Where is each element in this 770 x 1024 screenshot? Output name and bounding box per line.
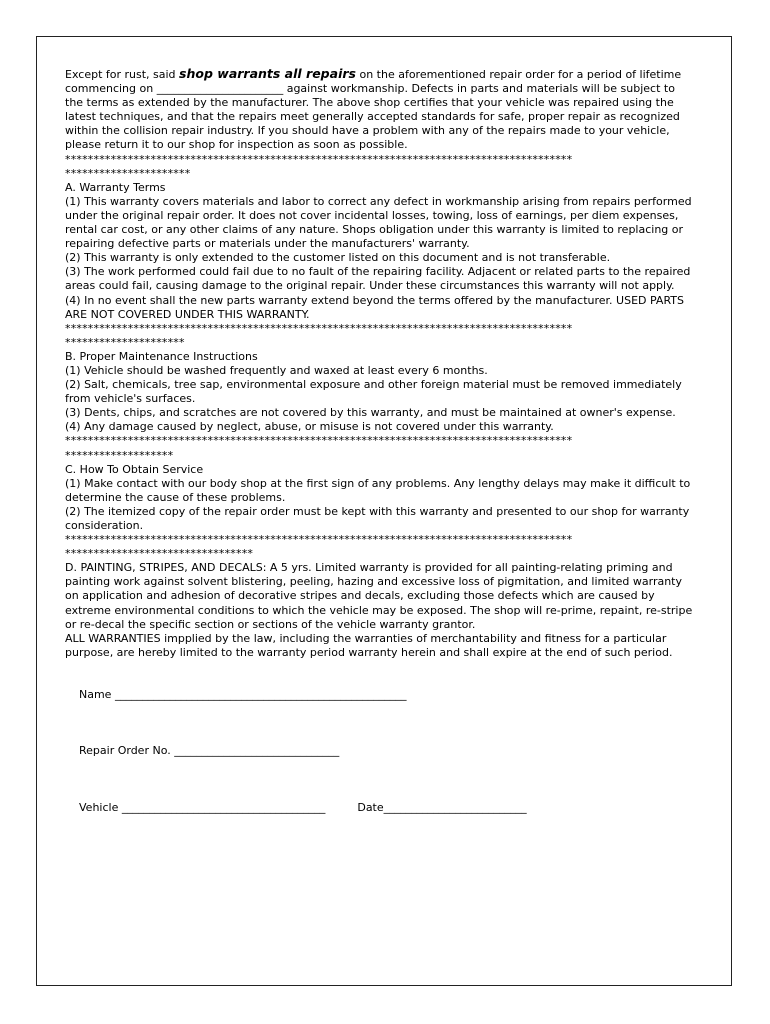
separator-tail: ******************* xyxy=(65,448,174,462)
section-a-heading: A. Warranty Terms xyxy=(65,180,166,194)
section-a xyxy=(65,181,695,322)
vehicle-label: Vehicle xyxy=(79,800,119,814)
date-field[interactable]: __________________________ xyxy=(383,800,527,814)
intro-lead: Except for rust, said xyxy=(65,68,180,81)
section-a-item-2: (2) This warranty is only extended to the customer listed on this document and is not transferable. xyxy=(65,251,611,265)
section-b-item-3: (3) Dents, chips, and scratches are not covered by this warranty, and must be maintained at owner's expense. xyxy=(65,406,676,420)
warranty-document xyxy=(65,67,695,829)
section-d xyxy=(65,561,695,660)
section-b-item-4: (4) Any damage caused by neglect, abuse, or misuse is not covered under this warranty. xyxy=(65,420,554,434)
section-d-body: D. PAINTING, STRIPES, AND DECALS: A 5 yrs. Limited warranty is provided for all painting-relating priming and painting work against solvent blistering, peeling, hazing and excessive loss of pigmitation, and limited warranty on application and adhesion of decorative stripes and decals, excluding those defects which are caused by extreme environmental conditions to which the vehicle may be exposed. The shop will re-prime, repaint, re-stripe or re-decal the specific section or sections of the vehicle warranty grantor. xyxy=(65,561,693,631)
name-field[interactable]: _____________________________________________________ xyxy=(114,688,407,702)
section-b-heading: B. Proper Maintenance Instructions xyxy=(65,349,258,363)
separator-line: ***************************************************************************************** xyxy=(65,533,573,547)
section-a-item-3: (3) The work performed could fail due to no fault of the repairing facility. Adjacent or related parts to the repaired areas could fail, causing damage to the original repair. Under these circumstances this warranty will not apply. xyxy=(65,265,691,293)
section-c-item-1: (1) Make contact with our body shop at the first sign of any problems. Any lengthy delays may make it difficult to determine the cause of these problems. xyxy=(65,476,691,504)
repair-order-label: Repair Order No. xyxy=(79,744,171,758)
section-c-heading: C. How To Obtain Service xyxy=(65,462,204,476)
section-a-item-1: (1) This warranty covers materials and labor to correct any defect in workmanship arising from repairs performed under the original repair order. It does not cover incidental losses, towing, loss of earnings, per diem expenses, rental car cost, or any other claims of any nature. Shops obligation under this warranty is limited to replacing or repairing defective parts or materials under the manufacturers' warranty. xyxy=(65,194,692,251)
section-b xyxy=(65,350,695,435)
intro-paragraph xyxy=(65,67,695,153)
intro-emphasis: shop warrants all repairs xyxy=(179,66,356,81)
section-a-item-4: (4) In no event shall the new parts warranty extend beyond the terms offered by the manufacturer. USED PARTS ARE NOT COVERED UNDER THIS WARRANTY. xyxy=(65,293,685,321)
intro-rest: on the aforementioned repair order for a period of lifetime commencing on _______________________ against workmanship. Defects in parts and materials will be subject to the terms as extended by the manufacturer. The above shop certifies that your vehicle was repaired using the latest techniques, and that the repairs meet generally accepted standards for safe, proper repair as recognized within the collision repair industry. If you should have a problem with any of the repairs made to your vehicle, please return it to our shop for inspection as soon as possible. xyxy=(65,68,682,152)
name-row xyxy=(65,674,695,716)
separator-line: ***************************************************************************************** xyxy=(65,321,573,335)
all-warranties-paragraph: ALL WARRANTIES impplied by the law, including the warranties of merchantability and fitness for a particular purpose, are hereby limited to the warranty period warranty herein and shall expire at the end of such period. xyxy=(65,631,673,659)
repair-order-row xyxy=(65,730,695,772)
separator-line: ***************************************************************************************** xyxy=(65,434,573,448)
date-label: Date xyxy=(357,800,384,814)
section-c-item-2: (2) The itemized copy of the repair order must be kept with this warranty and presented to our shop for warranty consideration. xyxy=(65,504,690,532)
separator-tail: ********************* xyxy=(65,335,185,349)
repair-order-field[interactable]: ______________________________ xyxy=(174,744,340,758)
separator-tail: ********************** xyxy=(65,166,191,180)
separator-line: ***************************************************************************************** xyxy=(65,152,573,166)
section-b-item-2: (2) Salt, chemicals, tree sap, environmental exposure and other foreign material must be removed immediately from vehicle's surfaces. xyxy=(65,378,682,406)
name-label: Name xyxy=(79,688,112,702)
vehicle-date-row xyxy=(65,787,695,829)
section-b-item-1: (1) Vehicle should be washed frequently and waxed at least every 6 months. xyxy=(65,363,488,377)
vehicle-field[interactable]: _____________________________________ xyxy=(121,800,326,814)
section-c xyxy=(65,463,695,533)
separator-tail: ********************************* xyxy=(65,547,254,561)
